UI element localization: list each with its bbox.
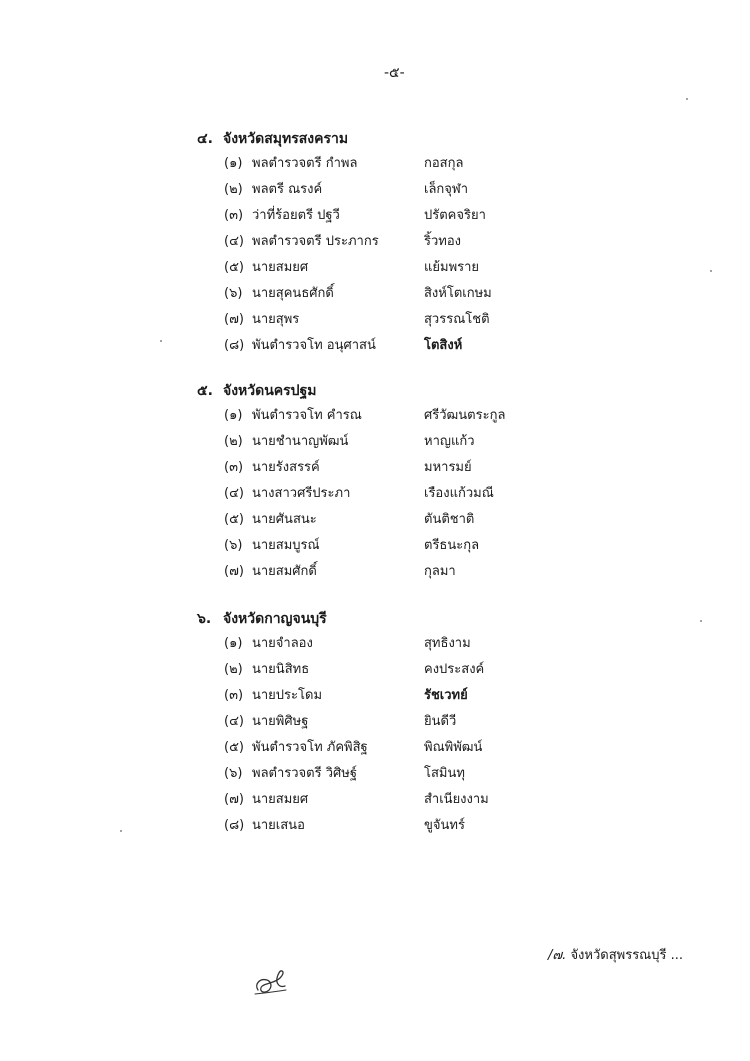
list-item: [224, 282, 492, 308]
section-title: จังหวัดสมุทรสงคราม: [223, 131, 349, 147]
list-item: [224, 710, 489, 736]
item-number: (๖): [224, 538, 243, 553]
surname: สิงห์โตเกษม: [424, 286, 492, 301]
list-item: [224, 684, 489, 710]
signature-icon: [250, 966, 292, 998]
given-name: พันตำรวจโท ภัคพิสิฐ: [252, 740, 368, 755]
item-number: (๕): [224, 260, 244, 275]
section-heading: [197, 608, 489, 632]
scan-speck: [700, 620, 702, 622]
list-item: [224, 560, 505, 586]
surname: สุวรรณโชติ: [424, 312, 490, 327]
section-nakhon-pathom: [197, 380, 505, 586]
given-name: นายชำนาญพัฒน์: [252, 434, 349, 449]
surname: แย้มพราย: [424, 260, 480, 275]
surname: หาญแก้ว: [424, 434, 475, 449]
item-number: (๕): [224, 512, 244, 527]
item-number: (๔): [224, 486, 244, 501]
given-name: พลตำรวจตรี วิศิษฐ์: [252, 766, 358, 781]
surname: รัชเวทย์: [424, 688, 468, 703]
scan-speck: [686, 98, 688, 100]
continuation-prefix: /๗.: [548, 948, 567, 963]
surname: กอสกุล: [424, 156, 464, 171]
item-number: (๑): [224, 156, 243, 171]
section-heading: [197, 128, 492, 152]
item-number: (๖): [224, 286, 243, 301]
surname: ตรีธนะกุล: [424, 538, 480, 553]
item-number: (๗): [224, 792, 244, 807]
surname: เล็กจุฬา: [424, 182, 469, 197]
list-item: [224, 430, 505, 456]
surname: ตันติชาติ: [424, 512, 475, 527]
item-number: (๑): [224, 408, 243, 423]
continuation-reference: [548, 944, 683, 965]
given-name: นายสมบูรณ์: [252, 538, 320, 553]
surname: สำเนียงงาม: [424, 792, 489, 807]
given-name: พันตำรวจโท อนุศาสน์: [252, 338, 376, 353]
list-item: [224, 204, 492, 230]
list-item: [224, 762, 489, 788]
given-name: พลตำรวจตรี ประภากร: [252, 234, 379, 249]
item-number: (๗): [224, 312, 244, 327]
item-number: (๒): [224, 182, 243, 197]
list-item: [224, 788, 489, 814]
item-number: (๓): [224, 688, 244, 703]
scan-speck: [160, 340, 162, 342]
section-title: จังหวัดนครปฐม: [223, 383, 317, 399]
item-number: (๔): [224, 714, 244, 729]
surname: ปรัตคจริยา: [424, 208, 486, 223]
given-name: นายเสนอ: [252, 818, 305, 833]
surname: ริ้วทอง: [424, 234, 462, 249]
list-item: [224, 456, 505, 482]
signature-mark: [250, 966, 292, 1002]
list-item: [224, 152, 492, 178]
section-number: ๖.: [197, 611, 212, 627]
surname: มหารมย์: [424, 460, 472, 475]
given-name: นายสุคนธศักดิ์: [252, 286, 334, 301]
given-name: นายศันสนะ: [252, 512, 317, 527]
list-item: [224, 482, 505, 508]
given-name: พลตำรวจตรี กำพล: [252, 156, 358, 171]
list-item: [224, 632, 489, 658]
surname: พิณพิพัฒน์: [424, 740, 483, 755]
entry-list: [224, 152, 492, 360]
list-item: [224, 230, 492, 256]
surname: โสมินทุ: [424, 766, 465, 781]
item-number: (๓): [224, 460, 244, 475]
surname: ศรีวัฒนตระกูล: [424, 408, 506, 423]
given-name: นายจำลอง: [252, 636, 313, 651]
given-name: นายรังสรรค์: [252, 460, 320, 475]
given-name: นายสมยศ: [252, 260, 309, 275]
list-item: [224, 534, 505, 560]
continuation-text: จังหวัดสุพรรณบุรี ...: [570, 948, 684, 963]
given-name: นายสมยศ: [252, 792, 309, 807]
surname: เรืองแก้วมณี: [424, 486, 494, 501]
surname: สุทธิงาม: [424, 636, 471, 651]
scan-speck: [710, 270, 712, 272]
item-number: (๒): [224, 434, 243, 449]
item-number: (๗): [224, 564, 244, 579]
given-name: นายประโดม: [252, 688, 323, 703]
list-item: [224, 736, 489, 762]
given-name: ว่าที่ร้อยตรี ปฐวี: [252, 208, 340, 223]
given-name: พันตำรวจโท คำรณ: [252, 408, 362, 423]
given-name: นายนิสิทธ: [252, 662, 310, 677]
given-name: นายสมศักดิ์: [252, 564, 317, 579]
item-number: (๘): [224, 338, 245, 353]
page-number: -๕-: [384, 65, 405, 81]
section-heading: [197, 380, 505, 404]
item-number: (๖): [224, 766, 243, 781]
scan-speck: [120, 830, 122, 832]
section-title: จังหวัดกาญจนบุรี: [223, 611, 327, 627]
list-item: [224, 256, 492, 282]
surname: กุลมา: [424, 564, 456, 579]
item-number: (๒): [224, 662, 243, 677]
entry-list: [224, 632, 489, 840]
item-number: (๔): [224, 234, 244, 249]
item-number: (๕): [224, 740, 244, 755]
item-number: (๘): [224, 818, 245, 833]
list-item: [224, 404, 505, 430]
surname: ยินดีวี: [424, 714, 457, 729]
item-number: (๓): [224, 208, 244, 223]
list-item: [224, 814, 489, 840]
section-number: ๕.: [197, 383, 213, 399]
list-item: [224, 334, 492, 360]
list-item: [224, 508, 505, 534]
section-number: ๔.: [197, 131, 213, 147]
section-samut-songkhram: [197, 128, 492, 360]
given-name: นายสุพร: [252, 312, 300, 327]
list-item: [224, 178, 492, 204]
surname: ขูจันทร์: [424, 818, 465, 833]
surname: คงประสงค์: [424, 662, 485, 677]
given-name: พลตรี ณรงค์: [252, 182, 323, 197]
surname: โตสิงห์: [424, 338, 463, 353]
given-name: นางสาวศรีประภา: [252, 486, 351, 501]
section-kanchanaburi: [197, 608, 489, 840]
item-number: (๑): [224, 636, 243, 651]
list-item: [224, 308, 492, 334]
entry-list: [224, 404, 505, 586]
list-item: [224, 658, 489, 684]
given-name: นายพิศิษฐ: [252, 714, 309, 729]
